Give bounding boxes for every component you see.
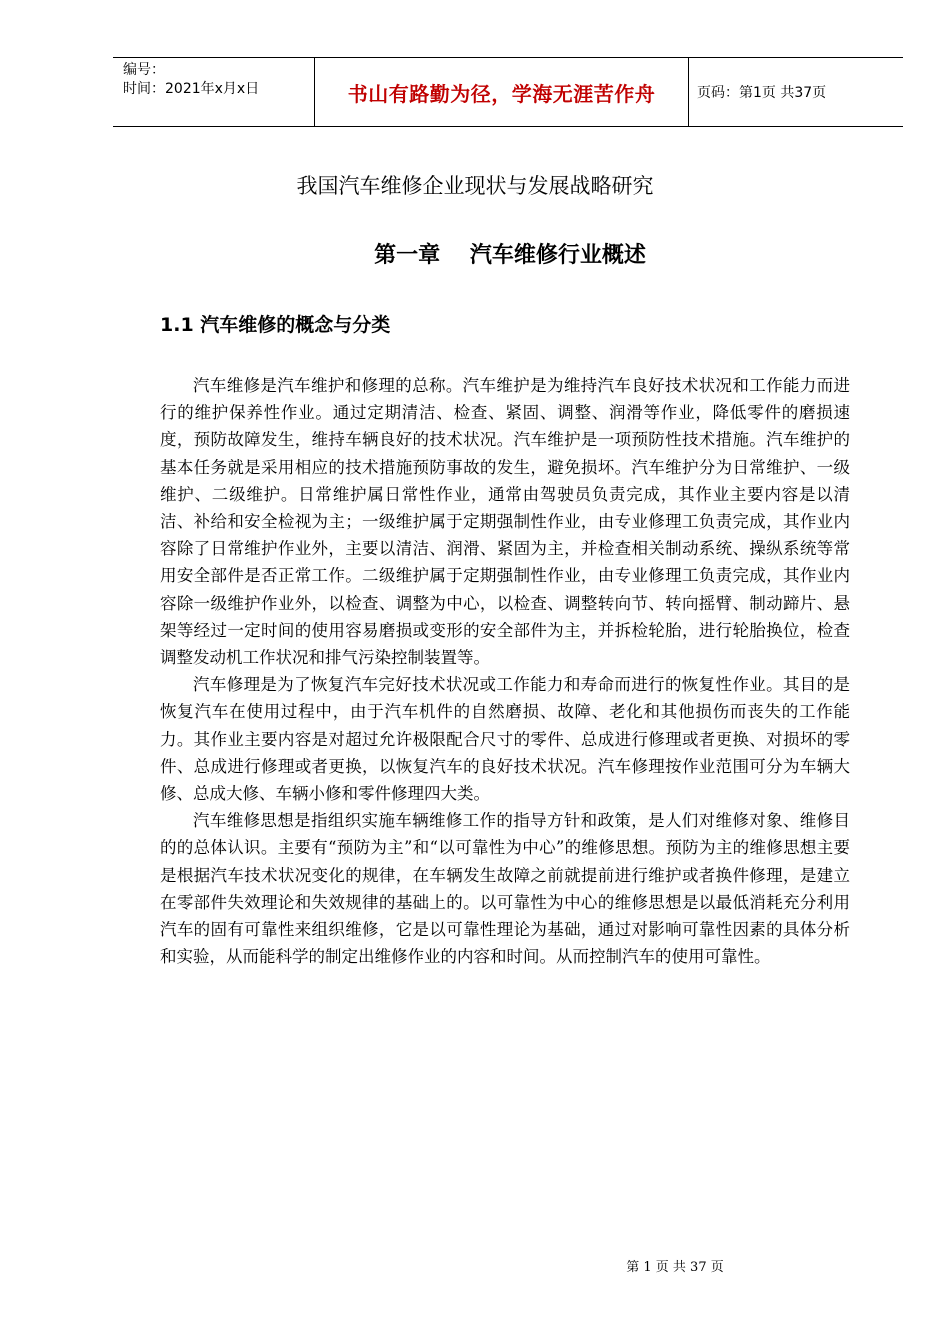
page-count-label: 页码：第1页 共37页 bbox=[697, 85, 827, 101]
serial-number-label: 编号： bbox=[123, 62, 165, 78]
document-header bbox=[113, 57, 903, 127]
section-heading: 1.1 汽车维修的概念与分类 bbox=[160, 314, 391, 336]
page-footer: 第 1 页 共 37 页 bbox=[626, 1260, 724, 1275]
paragraph: 汽车维修思想是指组织实施车辆维修工作的指导方针和政策，是人们对维修对象、维修目的的总体认识。主要有“预防为主”和“以可靠性为中心”的维修思想。预防为主的维修思想主要是根据汽车技术状况变化的规律，在车辆发生故障之前就提前进行维护或者换件修理，是建立在零部件失效理论和失效规律的基础上的。以可靠性为中心的维修思想是以最低消耗充分利用汽车的固有可靠性来组织维修，它是以可靠性理论为基础，通过对影响可靠性因素的具体分析和实验，从而能科学的制定出维修作业的内容和时间。从而控制汽车的使用可靠性。 bbox=[160, 811, 850, 967]
paragraph: 汽车维修是汽车维护和修理的总称。汽车维护是为维持汽车良好技术状况和工作能力而进行的维护保养性作业。通过定期清洁、检查、紧固、调整、润滑等作业，降低零件的磨损速度，预防故障发生，维持车辆良好的技术状况。汽车维护是一项预防性技术措施。汽车维护的基本任务就是采用相应的技术措施预防事故的发生，避免损坏。汽车维护分为日常维护、一级维护、二级维护。日常维护属日常性作业，通常由驾驶员负责完成，其作业主要内容是以清洁、补给和安全检视为主；一级维护属于定期强制性作业，由专业修理工负责完成，其作业内容除了日常维护作业外，主要以清洁、润滑、紧固为主，并检查相关制动系统、操纵系统等常用安全部件是否正常工作。二级维护属于定期强制性作业，由专业修理工负责完成，其作业内容除一级维护作业外，以检查、调整为中心，以检查、调整转向节、转向摇臂、制动蹄片、悬架等经过一定时间的使用容易磨损或变形的安全部件为主，并拆检轮胎，进行轮胎换位，检查调整发动机工作状况和排气污染控制装置等。 bbox=[160, 376, 850, 668]
body-text bbox=[160, 372, 850, 970]
paragraph: 汽车修理是为了恢复汽车完好技术状况或工作能力和寿命而进行的恢复性作业。其目的是恢复汽车在使用过程中，由于汽车机件的自然磨损、故障、老化和其他损伤而丧失的工作能力。其作业主要内容是对超过允许极限配合尺寸的零件、总成进行修理或者更换、对损坏的零件、总成进行修理或者更换，以恢复汽车的良好技术状况。汽车修理按作业范围可分为车辆大修、总成大修、车辆小修和零件修理四大类。 bbox=[160, 675, 850, 804]
header-page-cell bbox=[689, 58, 903, 126]
header-meta-cell bbox=[113, 58, 315, 126]
date-label: 时间：2021年x月x日 bbox=[123, 81, 260, 97]
header-motto-cell bbox=[315, 58, 689, 126]
chapter-heading: 第一章 汽车维修行业概述 bbox=[374, 243, 646, 268]
motto-text: 书山有路勤为径，学海无涯苦作舟 bbox=[347, 81, 656, 106]
document-title: 我国汽车维修企业现状与发展战略研究 bbox=[296, 174, 654, 198]
